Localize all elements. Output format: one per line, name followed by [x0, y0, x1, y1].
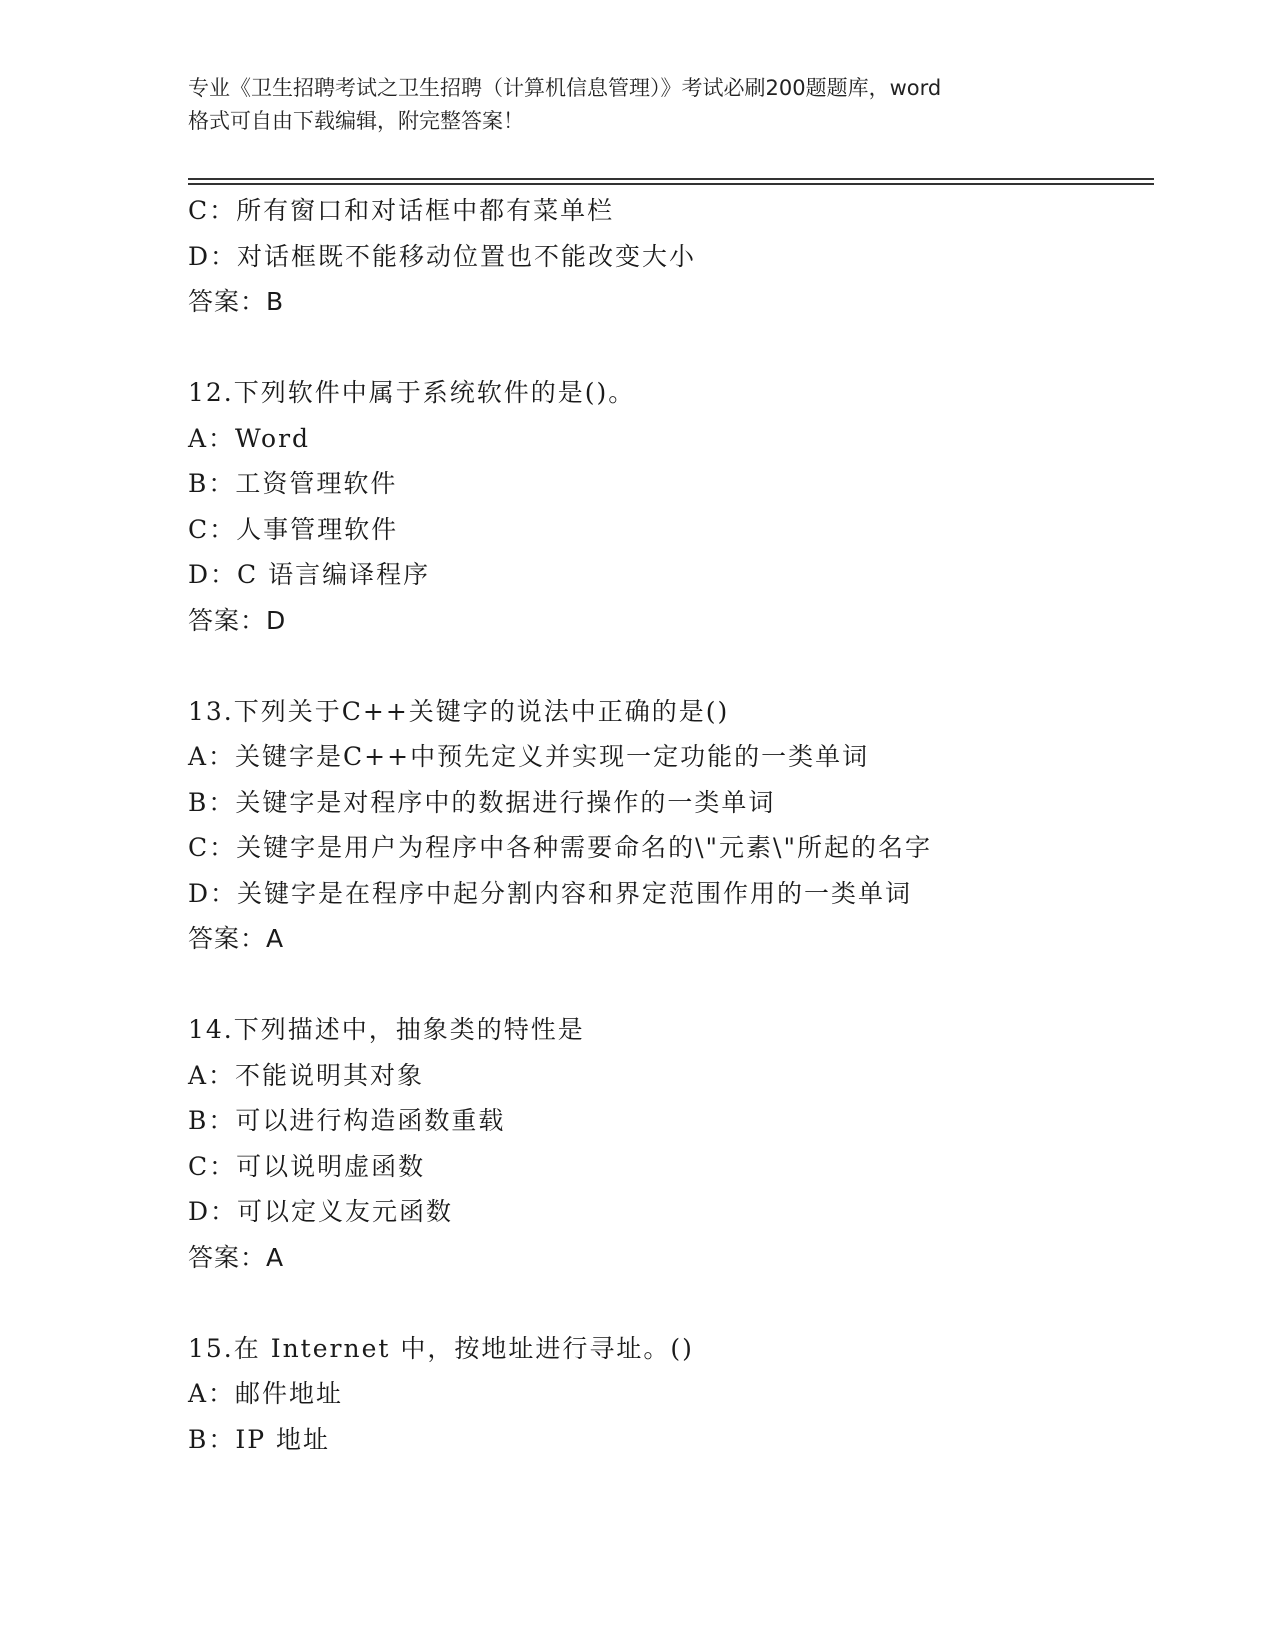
- option-a: A：Word: [188, 423, 311, 453]
- spacer: [188, 962, 1168, 1008]
- option-c: C：关键字是用户为程序中各种需要命名的\"元素\"所起的名字: [188, 833, 932, 862]
- question-13: 13.下列关于C++关键字的说法中正确的是(): [188, 696, 730, 726]
- answer-line: 答案：A: [188, 1242, 285, 1272]
- answer-line: 答案：A: [188, 924, 285, 953]
- option-c: C：所有窗口和对话框中都有菜单栏: [188, 196, 615, 225]
- header-line-1: 专业《卫生招聘考试之卫生招聘（计算机信息管理）》考试必刷200题题库，word: [188, 76, 942, 100]
- header-divider-bottom: [188, 183, 1154, 185]
- question-12: 12.下列软件中属于系统软件的是()。: [188, 378, 636, 407]
- option-c: C：人事管理软件: [188, 514, 399, 544]
- answer-line: 答案：D: [188, 605, 287, 635]
- answer-line: 答案：B: [188, 287, 285, 316]
- option-b: B：关键字是对程序中的数据进行操作的一类单词: [188, 787, 776, 817]
- option-b: B：可以进行构造函数重载: [188, 1106, 506, 1135]
- option-c: C：可以说明虚函数: [188, 1151, 426, 1181]
- option-a: A：不能说明其对象: [188, 1060, 425, 1090]
- question-list: [188, 188, 1168, 1462]
- option-d: D：对话框既不能移动位置也不能改变大小: [188, 241, 697, 271]
- option-b: B：工资管理软件: [188, 469, 398, 498]
- question-14: 14.下列描述中，抽象类的特性是: [188, 1015, 585, 1044]
- option-a: A：邮件地址: [188, 1379, 344, 1408]
- option-d: D：关键字是在程序中起分割内容和界定范围作用的一类单词: [188, 878, 913, 908]
- spacer: [188, 1280, 1168, 1326]
- option-d: D：可以定义友元函数: [188, 1197, 454, 1226]
- spacer: [188, 325, 1168, 371]
- header-line-2: 格式可自由下载编辑，附完整答案！: [188, 109, 524, 133]
- question-15: 15.在 Internet 中，按地址进行寻址。(): [188, 1333, 694, 1363]
- header-divider-top: [188, 178, 1154, 180]
- document-header: [188, 72, 1088, 138]
- option-a: A：关键字是C++中预先定义并实现一定功能的一类单词: [188, 742, 870, 771]
- spacer: [188, 643, 1168, 689]
- option-b: B：IP 地址: [188, 1424, 331, 1454]
- option-d: D：C 语言编译程序: [188, 560, 431, 589]
